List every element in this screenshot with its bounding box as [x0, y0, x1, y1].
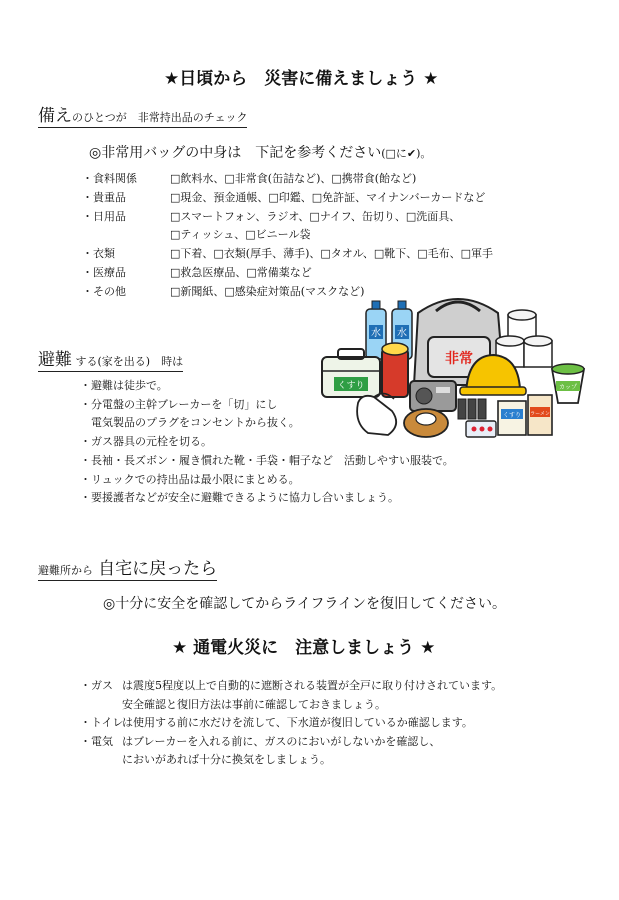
cup-noodle-icon [552, 364, 584, 403]
gloves-icon [357, 393, 396, 435]
emergency-supplies-illustration [318, 285, 588, 445]
return-home-heading-big: 自宅に戻ったら [98, 559, 218, 579]
checklist-items: □救急医療品、□常備薬など [170, 266, 312, 279]
checklist-row [82, 189, 485, 205]
checklist-category: ・医療品 [82, 266, 126, 279]
checklist-category: ・貴重品 [82, 191, 126, 204]
first-aid-kit-icon [322, 349, 380, 397]
fire-warning-label: ・電気 [80, 735, 113, 748]
fire-warning-text: 安全確認と復旧方法は事前に確認しておきましょう。 [122, 698, 386, 711]
food-box-icon [498, 395, 552, 435]
tape-roll-icon [404, 409, 448, 437]
fire-warning-line [80, 677, 502, 693]
fire-warning-line [80, 696, 386, 712]
checklist-row [82, 264, 312, 280]
fire-warning-text: は震度5程度以上で自動的に遮断される装置が全戸に取り付けされています。 [122, 679, 503, 692]
fire-warning-text: はブレーカーを入れる前に、ガスのにおいがしないかを確認し、 [122, 735, 441, 748]
sonae-lead-note: (□に✔)。 [381, 147, 432, 160]
fire-warning-label: ・トイレ [80, 716, 124, 729]
checklist-category [82, 226, 170, 242]
fire-warning-line [80, 714, 473, 730]
checklist-category: ・日用品 [82, 210, 126, 223]
checklist-items: □ティッシュ、□ビニール袋 [170, 228, 311, 241]
checklist-row [82, 208, 460, 224]
medicine-pack-icon [466, 421, 496, 437]
sonae-heading [38, 101, 247, 128]
checklist-items: □現金、預金通帳、□印鑑、□免許証、マイナンバーカードなど [170, 191, 486, 204]
bag-label: 非常 [445, 351, 473, 367]
return-home-heading [38, 554, 217, 581]
checklist-category: ・衣類 [82, 247, 115, 260]
return-home-lead: ◎十分に安全を確認してからライフラインを復旧してください。 [103, 596, 506, 612]
fire-warning-line [80, 733, 440, 749]
checklist-row [82, 245, 493, 261]
checklist-row [82, 170, 416, 186]
checklist-category: ・その他 [82, 285, 126, 298]
hinan-heading-small: する(家を出る) 時は [72, 355, 184, 368]
water-label: 水 [371, 328, 381, 339]
fire-warning-label: ・ガス [80, 679, 113, 692]
cup-label: カップ [559, 384, 577, 391]
fire-warning-text: においがあれば十分に換気をしましょう。 [122, 753, 331, 766]
checklist-items: □新聞紙、□感染症対策品(マスクなど) [170, 285, 365, 298]
evacuation-line: ・ガス器具の元栓を切る。 [80, 435, 212, 448]
fire-warning-title: ★ 通電火災に 注意しましょう ★ [172, 638, 436, 658]
evacuation-line: 電気製品のプラグをコンセントから抜く。 [80, 416, 300, 429]
evacuation-line: ・リュックでの持出品は最小限にまとめる。 [80, 473, 300, 486]
hinan-heading-big: 避難 [38, 350, 72, 370]
sonae-lead-text: ◎非常用バッグの中身は 下記を参考ください [89, 145, 382, 161]
sonae-lead [89, 142, 431, 162]
checklist-items: □スマートフォン、ラジオ、□ナイフ、缶切り、□洗面具、 [170, 210, 461, 223]
kit-label: くすり [337, 381, 365, 391]
fire-warning-text: は使用する前に水だけを流して、下水道が復旧しているか確認します。 [122, 716, 473, 729]
checklist-items: □下着、□衣類(厚手、薄手)、□タオル、□靴下、□毛布、□軍手 [170, 247, 494, 260]
checklist-category: ・食料関係 [82, 172, 137, 185]
checklist-items: □飲料水、□非常食(缶詰など)、□携帯食(飴など) [170, 172, 417, 185]
evacuation-line: ・分電盤の主幹ブレーカーを「切」にし [80, 398, 278, 411]
kit-label: くすり [502, 412, 522, 419]
page-title: ★日頃から 災害に備えましょう ★ [164, 69, 439, 89]
fire-warning-line [80, 751, 331, 767]
evacuation-line: ・避難は徒歩で。 [80, 379, 168, 392]
return-home-heading-small: 避難所から [38, 564, 93, 577]
radio-icon [410, 381, 456, 411]
water-label: 水 [397, 328, 407, 339]
flashlight-icon [382, 343, 408, 397]
ramen-label: ラーメン [530, 411, 550, 417]
hinan-heading [38, 345, 183, 372]
evacuation-line: ・要援護者などが安全に避難できるように協力し合いましょう。 [80, 491, 399, 504]
sonae-heading-big: 備え [38, 106, 72, 126]
sonae-heading-small: のひとつが 非常持出品のチェック [72, 111, 248, 124]
checklist-row [82, 226, 310, 242]
evacuation-line: ・長袖・長ズボン・履き慣れた靴・手袋・帽子など 活動しやすい服装で。 [80, 454, 454, 467]
batteries-icon [458, 399, 486, 419]
